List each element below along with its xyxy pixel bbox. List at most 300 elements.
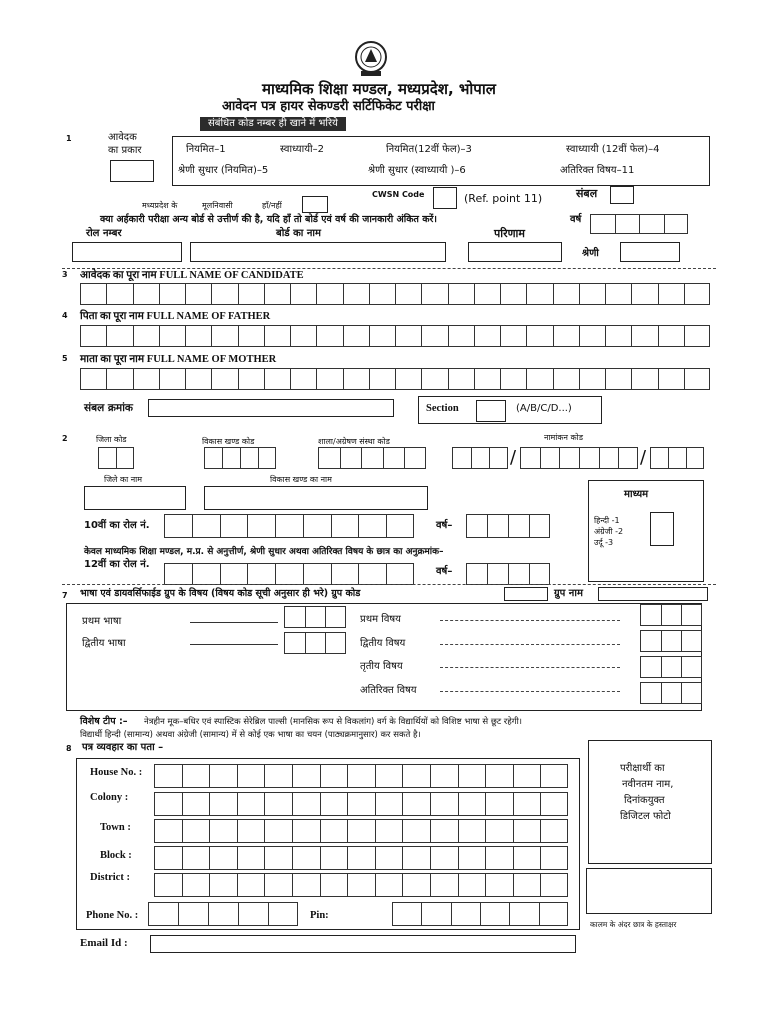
char-cell[interactable] [343,283,369,305]
char-cell[interactable] [238,325,264,347]
char-cell[interactable] [474,325,500,347]
char-cell[interactable] [430,846,458,870]
section-number: 7 [62,591,68,600]
char-cell[interactable] [375,792,403,816]
char-cell[interactable] [154,819,182,843]
char-cell[interactable] [133,283,159,305]
char-cell[interactable] [540,819,568,843]
failed-candidate-note: केवल माध्यमिक शिक्षा मण्डल, म.प्र. से अनुत्तीर्ण, श्रेणी सुधार अथवा अतिरिक्त विषय के छात्र का अनुक्रमांक– [84,547,444,557]
roll12-year-input[interactable] [466,563,550,585]
char-cell[interactable] [485,873,513,897]
roll10-label: 10वीं का रोल नं. [84,520,150,531]
char-cell[interactable] [331,514,359,538]
char-cell[interactable] [80,368,106,390]
char-cell[interactable] [292,792,320,816]
char-cell[interactable] [474,283,500,305]
colony-label: Colony : [90,792,129,803]
char-cell[interactable] [369,368,395,390]
photo-instruction: दिनांकयुक्त [624,795,665,806]
char-cell[interactable] [553,368,579,390]
other-board-question: क्या अर्हकारी परीक्षा अन्य बोर्ड से उत्तीर्ण की है, यदि हाँ तो बोर्ड एवं वर्ष की जानकारी अंकित करें। [100,214,437,225]
char-cell[interactable] [237,873,265,897]
char-cell[interactable] [292,764,320,788]
char-cell[interactable] [316,368,342,390]
pin-input[interactable] [392,902,568,926]
char-cell[interactable] [474,368,500,390]
char-cell[interactable] [485,819,513,843]
enrol-code-part2[interactable] [520,447,638,469]
type-option: नियमित(12वीं फेल)–3 [386,144,472,155]
char-cell[interactable] [421,368,447,390]
extra-subject-label: अतिरिक्त विषय [360,685,417,696]
char-cell[interactable] [485,764,513,788]
char-cell[interactable] [159,368,185,390]
char-cell[interactable] [238,368,264,390]
district-code-input[interactable] [98,447,134,469]
char-cell[interactable] [540,792,568,816]
section-input[interactable] [476,400,506,422]
medium-option: अंग्रेजी -2 [594,527,624,536]
block-input[interactable] [154,846,568,870]
sambal-number-label: संबल क्रमांक [84,402,133,414]
char-cell[interactable] [209,846,237,870]
phone-input[interactable] [148,902,298,926]
char-cell[interactable] [303,563,331,585]
enrol-code-part3[interactable] [650,447,704,469]
char-cell[interactable] [316,325,342,347]
char-cell[interactable] [275,514,303,538]
lang1-code-input[interactable] [284,606,346,628]
char-cell[interactable] [164,563,192,585]
domicile-label: मूलनिवासी [202,201,233,210]
char-cell[interactable] [133,368,159,390]
char-cell[interactable] [264,764,292,788]
mother-name-input[interactable] [80,368,710,390]
father-name-label: पिता का पूरा नाम FULL NAME OF FATHER [80,311,271,322]
applicant-type-label: का प्रकार [108,145,142,156]
char-cell[interactable] [369,325,395,347]
photo-instruction: नवीनतम नाम, [622,779,674,790]
char-cell[interactable] [320,846,348,870]
char-cell[interactable] [209,873,237,897]
char-cell[interactable] [500,325,526,347]
char-cell[interactable] [526,325,552,347]
char-cell[interactable] [347,819,375,843]
form-title: आवेदन पत्र हायर सेकण्डरी सर्टिफिकेट परीक्षा [222,99,435,114]
char-cell[interactable] [148,902,178,926]
special-note-line: नेत्रहीन मूक–बधिर एवं स्पास्टिक सेरेब्रिल पाल्सी (मानसिक रूप से विकलांग) वर्ग के विद्यार्थियों को विशिष्ट भाषा से छूट रहेगी। [144,717,522,727]
char-cell[interactable] [509,902,538,926]
char-cell[interactable] [500,368,526,390]
char-cell[interactable] [343,368,369,390]
divider [62,584,716,585]
type-option: नियमित–1 [186,144,226,155]
char-cell[interactable] [513,819,541,843]
char-cell[interactable] [264,325,290,347]
other-board-division-input[interactable] [620,242,680,262]
char-cell[interactable] [375,764,403,788]
type-option: स्वाध्यायी (12वीं फेल)–4 [566,144,660,155]
district-input[interactable] [154,873,568,897]
address-heading: पत्र व्यवहार का पता – [82,742,164,753]
district-name-input[interactable] [84,486,186,510]
char-cell[interactable] [605,283,631,305]
block-label: Block : [100,850,132,861]
char-cell[interactable] [211,283,237,305]
char-cell[interactable] [369,283,395,305]
medium-label: माध्यम [624,489,649,500]
char-cell[interactable] [631,283,657,305]
char-cell[interactable] [448,325,474,347]
group-code-input[interactable] [504,587,548,601]
char-cell[interactable] [209,764,237,788]
char-cell[interactable] [358,514,386,538]
roll10-input[interactable] [164,514,414,538]
char-cell[interactable] [458,792,486,816]
subject3-code-input[interactable] [640,656,702,678]
char-cell[interactable] [320,764,348,788]
char-cell[interactable] [290,325,316,347]
type-option: श्रेणी सुधार (स्वाध्यायी )–6 [368,165,466,176]
mother-name-label: माता का पूरा नाम FULL NAME OF MOTHER [80,354,277,365]
char-cell[interactable] [684,368,710,390]
char-cell[interactable] [247,563,275,585]
char-cell[interactable] [331,563,359,585]
char-cell[interactable] [211,368,237,390]
char-cell[interactable] [182,873,210,897]
instruction-banner: संबंधित कोड नम्बर ही खाने में भरिये [200,117,346,131]
roll12-label: 12वीं का रोल नं. [84,559,150,570]
other-board-name-input[interactable] [190,242,446,262]
subjects-heading: भाषा एवं डायवर्सिफाईड ग्रुप के विषय (विषय कोड सूची अनुसार ही भरे) ग्रुप कोड [80,588,361,599]
char-cell[interactable] [458,764,486,788]
char-cell[interactable] [159,325,185,347]
yes-no-label: हाँ/नहीं [262,201,282,210]
char-cell[interactable] [220,514,248,538]
section-number: 3 [62,270,68,279]
char-cell[interactable] [658,325,684,347]
subject1-line [440,620,620,621]
char-cell[interactable] [238,902,268,926]
char-cell[interactable] [320,873,348,897]
char-cell[interactable] [430,792,458,816]
char-cell[interactable] [540,764,568,788]
district-code-label: जिला कोड [96,435,127,444]
char-cell[interactable] [237,792,265,816]
char-cell[interactable] [343,325,369,347]
char-cell[interactable] [178,902,208,926]
char-cell[interactable] [106,368,132,390]
char-cell[interactable] [264,368,290,390]
group-name-label: ग्रुप नाम [554,588,583,599]
char-cell[interactable] [500,283,526,305]
char-cell[interactable] [402,792,430,816]
char-cell[interactable] [684,283,710,305]
char-cell[interactable] [458,846,486,870]
subject1-code-input[interactable] [640,604,702,626]
char-cell[interactable] [80,325,106,347]
char-cell[interactable] [605,368,631,390]
district-label: District : [90,872,130,883]
section-label: Section [426,403,459,414]
signature-label: कालम के अंदर छात्र के हस्ताक्षर [590,920,677,929]
subject3-line [440,667,620,668]
char-cell[interactable] [579,368,605,390]
char-cell[interactable] [292,873,320,897]
char-cell[interactable] [375,819,403,843]
sambal-label: संबल [576,187,598,200]
medium-input[interactable] [650,512,674,546]
char-cell[interactable] [631,325,657,347]
char-cell[interactable] [264,792,292,816]
char-cell[interactable] [154,764,182,788]
char-cell[interactable] [347,846,375,870]
char-cell[interactable] [430,873,458,897]
char-cell[interactable] [347,764,375,788]
char-cell[interactable] [264,819,292,843]
slash-separator: / [510,447,517,468]
char-cell[interactable] [448,283,474,305]
subject2-line [440,644,620,645]
special-note-label: विशेष टीप :– [80,716,128,727]
char-cell[interactable] [320,819,348,843]
applicant-type-label: आवेदक [108,132,137,143]
char-cell[interactable] [386,514,414,538]
subject2-code-input[interactable] [640,630,702,652]
signature-box[interactable] [586,868,712,914]
char-cell[interactable] [182,819,210,843]
section-number: 2 [62,434,68,443]
char-cell[interactable] [264,846,292,870]
char-cell[interactable] [154,792,182,816]
town-input[interactable] [154,819,568,843]
special-note-line: विद्यार्थी हिन्दी (सामान्य) अथवा अंग्रेजी (सामान्य) में से कोई एक भाषा का चयन (पाठ्यक्रमानुसार) कर सकते है। [80,730,421,740]
roll-number-label: रोल नम्बर [86,228,122,239]
slash-separator: / [640,447,647,468]
char-cell[interactable] [513,764,541,788]
char-cell[interactable] [402,819,430,843]
group-name-input[interactable] [598,587,708,601]
char-cell[interactable] [164,514,192,538]
char-cell[interactable] [290,368,316,390]
char-cell[interactable] [684,325,710,347]
char-cell[interactable] [513,792,541,816]
block-code-label: विकास खण्ड कोड [202,437,255,446]
roll10-year-input[interactable] [466,514,550,538]
char-cell[interactable] [402,873,430,897]
district-name-label: जिले का नाम [104,475,143,484]
char-cell[interactable] [451,902,480,926]
medium-option: उर्दू -3 [594,538,614,547]
char-cell[interactable] [402,846,430,870]
char-cell[interactable] [513,873,541,897]
school-code-input[interactable] [318,447,426,469]
char-cell[interactable] [579,283,605,305]
sambal-input[interactable] [610,186,634,204]
other-board-result-input[interactable] [468,242,562,262]
char-cell[interactable] [392,902,421,926]
cwsn-code-input[interactable] [433,187,457,209]
lang2-code-input[interactable] [284,632,346,654]
char-cell[interactable] [358,563,386,585]
photo-instruction: परीक्षार्थी का [620,763,665,774]
roll10-year-label: वर्ष– [436,520,453,531]
char-cell[interactable] [247,514,275,538]
father-name-input[interactable] [80,325,710,347]
char-cell[interactable] [540,846,568,870]
char-cell[interactable] [192,514,220,538]
char-cell[interactable] [375,846,403,870]
char-cell[interactable] [421,283,447,305]
subject3-label: तृतीय विषय [360,661,403,672]
subject2-label: द्वितीय विषय [360,638,406,649]
medium-option: हिन्दी -1 [594,516,620,525]
char-cell[interactable] [485,792,513,816]
char-cell[interactable] [430,819,458,843]
board-name-label: बोर्ड का नाम [276,228,322,239]
char-cell[interactable] [347,792,375,816]
char-cell[interactable] [320,792,348,816]
division-label: श्रेणी [582,248,599,259]
char-cell[interactable] [237,819,265,843]
block-code-input[interactable] [204,447,276,469]
char-cell[interactable] [154,846,182,870]
char-cell[interactable] [106,325,132,347]
enrol-code-part1[interactable] [452,447,508,469]
char-cell[interactable] [526,283,552,305]
char-cell[interactable] [553,283,579,305]
char-cell[interactable] [631,368,657,390]
char-cell[interactable] [80,283,106,305]
char-cell[interactable] [658,368,684,390]
type-option: स्वाध्यायी–2 [280,144,324,155]
sambal-number-input[interactable] [148,399,394,417]
char-cell[interactable] [159,283,185,305]
char-cell[interactable] [182,846,210,870]
colony-input[interactable] [154,792,568,816]
char-cell[interactable] [264,283,290,305]
domicile-input[interactable] [302,196,328,213]
char-cell[interactable] [402,764,430,788]
extra-subject-code-input[interactable] [640,682,702,704]
char-cell[interactable] [220,563,248,585]
char-cell[interactable] [290,283,316,305]
email-input[interactable] [150,935,576,953]
other-board-roll-input[interactable] [72,242,182,262]
char-cell[interactable] [458,873,486,897]
type-option: अतिरिक्त विषय–11 [560,165,635,176]
char-cell[interactable] [395,283,421,305]
char-cell[interactable] [658,283,684,305]
cwsn-code-label: CWSN Code [372,190,425,199]
char-cell[interactable] [238,283,264,305]
section-number: 5 [62,354,68,363]
lang1-label: प्रथम भाषा [82,616,122,627]
char-cell[interactable] [485,846,513,870]
extra-subject-line [440,691,620,692]
phone-label: Phone No. : [86,910,139,921]
char-cell[interactable] [237,846,265,870]
char-cell[interactable] [237,764,265,788]
char-cell[interactable] [579,325,605,347]
section-number: 8 [66,744,72,753]
house-label: House No. : [90,767,143,778]
char-cell[interactable] [182,792,210,816]
roll12-year-label: वर्ष– [436,566,453,577]
char-cell[interactable] [539,902,568,926]
email-label: Email Id : [80,937,128,949]
char-cell[interactable] [303,514,331,538]
board-name: माध्यमिक शिक्षा मण्डल, मध्यप्रदेश, भोपाल [262,80,496,98]
type-option: श्रेणी सुधार (नियमित)–5 [178,165,269,176]
char-cell[interactable] [185,325,211,347]
char-cell[interactable] [192,563,220,585]
board-logo-icon [352,40,390,78]
char-cell[interactable] [275,563,303,585]
char-cell[interactable] [526,368,552,390]
house-input[interactable] [154,764,568,788]
char-cell[interactable] [421,325,447,347]
char-cell[interactable] [480,902,509,926]
section-number: 1 [66,134,72,143]
char-cell[interactable] [316,283,342,305]
char-cell[interactable] [395,325,421,347]
char-cell[interactable] [208,902,238,926]
char-cell[interactable] [268,902,298,926]
section-hint: (A/B/C/D...) [516,403,572,414]
lang1-line [190,622,278,623]
char-cell[interactable] [448,368,474,390]
char-cell[interactable] [540,873,568,897]
char-cell[interactable] [133,325,159,347]
char-cell[interactable] [347,873,375,897]
char-cell[interactable] [458,819,486,843]
ref-point-label: (Ref. point 11) [464,192,543,205]
char-cell[interactable] [430,764,458,788]
section-number: 4 [62,311,68,320]
char-cell[interactable] [209,819,237,843]
char-cell[interactable] [421,902,450,926]
char-cell[interactable] [553,325,579,347]
char-cell[interactable] [292,819,320,843]
char-cell[interactable] [513,846,541,870]
char-cell[interactable] [106,283,132,305]
char-cell[interactable] [375,873,403,897]
char-cell[interactable] [292,846,320,870]
roll12-input[interactable] [164,563,414,585]
other-board-year-input[interactable] [590,214,688,234]
char-cell[interactable] [386,563,414,585]
photo-instruction: डिजिटल फोटो [620,811,671,822]
applicant-type-input[interactable] [110,160,154,182]
block-name-input[interactable] [204,486,428,510]
char-cell[interactable] [395,368,421,390]
block-name-label: विकास खण्ड का नाम [270,475,332,484]
candidate-name-input[interactable] [80,283,710,305]
char-cell[interactable] [182,764,210,788]
domicile-label: मध्यप्रदेश के [142,201,178,210]
char-cell[interactable] [185,283,211,305]
subject1-label: प्रथम विषय [360,614,401,625]
char-cell[interactable] [154,873,182,897]
char-cell[interactable] [209,792,237,816]
enrol-code-label: नामांकन कोड [544,433,583,442]
char-cell[interactable] [605,325,631,347]
school-code-label: शाला/अग्रेषण संस्था कोड [318,437,390,446]
char-cell[interactable] [264,873,292,897]
char-cell[interactable] [185,368,211,390]
char-cell[interactable] [211,325,237,347]
